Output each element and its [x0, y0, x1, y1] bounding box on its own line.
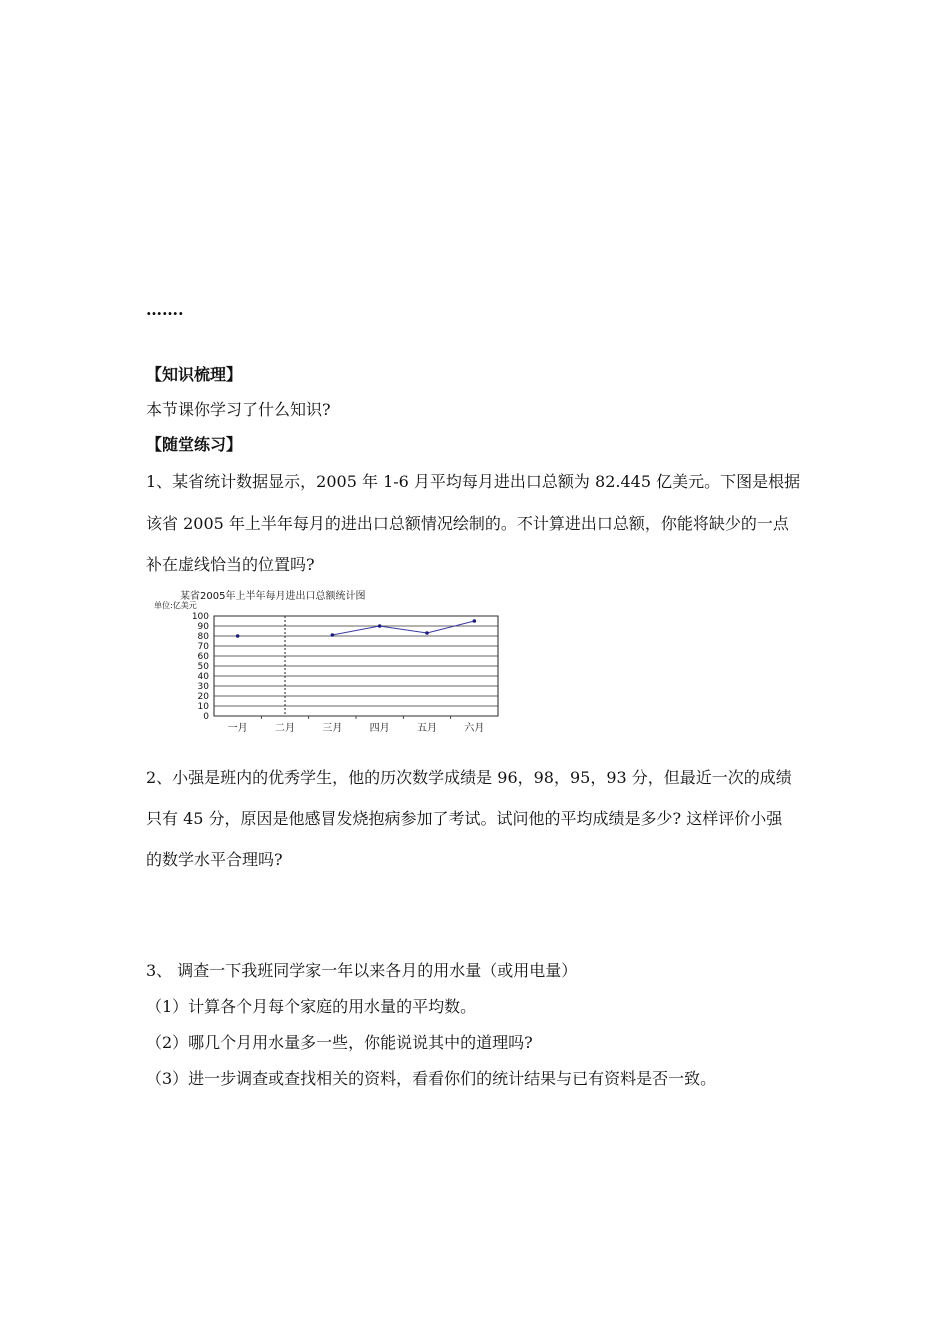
chart-y-tick-label: 10	[197, 702, 209, 712]
question-3-sub-1: （1）计算各个月每个家庭的用水量的平均数。	[146, 997, 477, 1016]
question-2-line-2: 只有 45 分，原因是他感冒发烧抱病参加了考试。试问他的平均成绩是多少? 这样评价小强	[146, 809, 783, 828]
knowledge-prompt: 本节课你学习了什么知识?	[146, 400, 331, 419]
chart-series	[236, 619, 476, 638]
chart-y-ticks	[192, 612, 209, 722]
ellipsis-text: …….	[146, 300, 184, 319]
chart-data-point	[425, 631, 429, 635]
chart-x-tick-label: 三月	[322, 723, 343, 734]
section-heading-knowledge: 【知识梳理】	[146, 365, 243, 384]
chart-x-ticks	[228, 716, 485, 734]
chart-x-tick-label: 四月	[369, 723, 390, 734]
chart-unit-label: 单位:亿美元	[154, 601, 197, 610]
chart-data-point	[473, 619, 477, 623]
question-3-sub-2: （2）哪几个月用水量多一些，你能说说其中的道理吗?	[146, 1033, 533, 1052]
chart-y-tick-label: 80	[197, 632, 209, 642]
question-1-line-2: 该省 2005 年上半年每月的进出口总额情况绘制的。不计算进出口总额，你能将缺少的一点	[146, 514, 789, 533]
question-3-sub-3: （3）进一步调查或查找相关的资料，看看你们的统计结果与已有资料是否一致。	[146, 1069, 717, 1088]
question-3-title: 3、 调查一下我班同学家一年以来各月的用水量（或用电量）	[146, 961, 578, 980]
chart-series-segment	[427, 621, 474, 633]
chart-y-tick-label: 50	[197, 662, 209, 672]
chart-y-tick-label: 20	[197, 692, 209, 702]
chart-y-tick-label: 30	[197, 682, 209, 692]
chart-y-tick-label: 0	[203, 712, 209, 722]
chart-svg	[146, 586, 526, 746]
chart-title: 某省2005年上半年每月进出口总额统计图	[180, 591, 366, 602]
chart-y-tick-label: 70	[197, 642, 209, 652]
chart-y-tick-label: 40	[197, 672, 209, 682]
question-2-line-3: 的数学水平合理吗?	[146, 850, 283, 869]
chart-y-tick-label: 90	[197, 622, 209, 632]
question-1-line-3: 补在虚线恰当的位置吗?	[146, 555, 315, 574]
chart-x-tick-label: 五月	[417, 723, 437, 734]
question-1-line-1: 1、某省统计数据显示，2005 年 1-6 月平均每月进出口总额为 82.445 亿美元。下图是根据	[146, 472, 801, 491]
trade-line-chart	[146, 586, 526, 746]
chart-series-segment	[380, 626, 427, 633]
chart-x-tick-label: 一月	[227, 723, 248, 734]
chart-data-point	[331, 633, 335, 637]
chart-series-segment	[332, 626, 379, 635]
chart-data-point	[378, 624, 382, 628]
chart-x-tick-label: 六月	[464, 723, 485, 734]
section-heading-practice: 【随堂练习】	[146, 435, 243, 454]
question-2-line-1: 2、小强是班内的优秀学生，他的历次数学成绩是 96，98，95，93 分，但最近一次的成绩	[146, 768, 792, 787]
chart-y-tick-label: 60	[197, 652, 209, 662]
chart-data-point	[236, 634, 240, 638]
chart-y-tick-label: 100	[191, 612, 209, 622]
chart-x-tick-label: 二月	[275, 723, 295, 734]
